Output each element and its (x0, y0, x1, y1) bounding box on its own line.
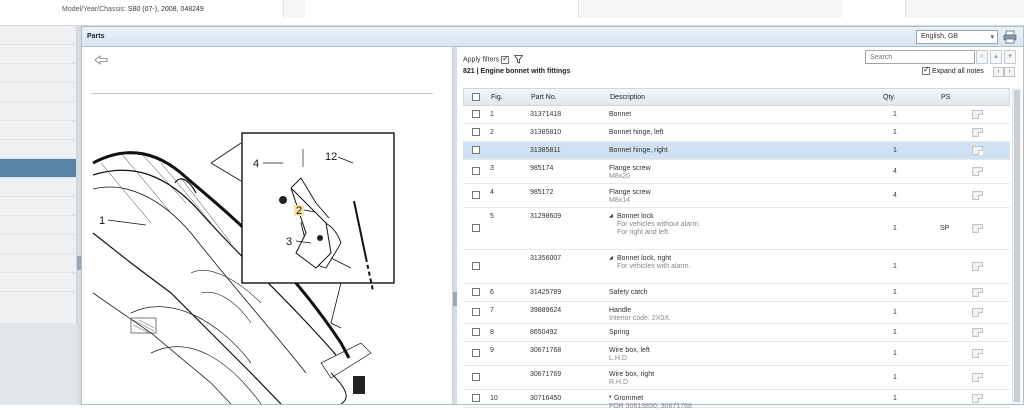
nav-row[interactable] (0, 254, 76, 273)
cell-part-no: 31298609 (530, 213, 562, 220)
col-qty: Qty. (883, 94, 896, 101)
table-body (463, 106, 1010, 408)
note-icon[interactable] (972, 128, 983, 137)
cell-note: For right and left. (617, 229, 670, 236)
nav-row[interactable] (0, 64, 76, 83)
table-row[interactable] (463, 142, 1010, 160)
cell-qty: 1 (893, 111, 897, 118)
header-box (578, 0, 842, 18)
nav-lower-area (0, 323, 77, 405)
table-row[interactable] (463, 124, 1010, 142)
row-checkbox[interactable] (472, 262, 480, 270)
apply-filters-checkbox[interactable] (501, 56, 509, 64)
callout-4[interactable]: 4 (253, 158, 260, 170)
cell-part-no: 31371418 (530, 111, 562, 118)
vertical-scrollbar[interactable] (1012, 88, 1021, 404)
cell-description: Bonnet lock (617, 213, 654, 220)
cell-part-no: 8650492 (530, 329, 558, 336)
cell-description: Wire box, left (609, 347, 650, 354)
cell-fig: 8 (490, 329, 494, 336)
cell-qty: 1 (893, 329, 897, 336)
cell-note: M8x14 (609, 197, 631, 204)
cell-part-no: 31356007 (530, 255, 562, 262)
cell-fig: 3 (490, 165, 494, 172)
cell-qty: 1 (893, 395, 897, 402)
next-arrow-icon[interactable]: › (1004, 67, 1015, 77)
note-icon[interactable] (972, 191, 983, 200)
chevron-down-icon: ▾ (990, 34, 994, 41)
cell-fig: 9 (490, 347, 494, 354)
expand-all-notes[interactable] (922, 67, 984, 75)
cell-fig: 2 (490, 129, 494, 136)
cell-fig: 6 (490, 289, 494, 296)
cell-part-no: 985172 (530, 189, 554, 196)
parts-diagram (91, 93, 433, 404)
row-checkbox[interactable] (472, 394, 480, 402)
panel-title: Parts (87, 33, 105, 40)
expand-notes-checkbox[interactable] (922, 67, 930, 75)
chevron-up-icon[interactable]: ▴ (990, 50, 1002, 64)
parts-panel (81, 26, 1024, 410)
note-icon[interactable] (972, 146, 983, 155)
row-checkbox[interactable] (472, 349, 480, 357)
cell-qty: 4 (893, 168, 897, 175)
note-icon[interactable] (972, 308, 983, 317)
nav-row[interactable] (0, 83, 76, 102)
cell-qty: 1 (893, 374, 897, 381)
cell-qty: 1 (893, 289, 897, 296)
top-bar (0, 0, 1024, 26)
cell-part-no: 39889624 (530, 307, 562, 314)
model-info (62, 6, 204, 13)
cell-part-no: 31385811 (530, 147, 561, 154)
cell-note: Interior code: 2X0X. (609, 315, 671, 322)
cell-fig: 4 (490, 189, 494, 196)
nav-row[interactable] (0, 273, 76, 292)
printer-icon[interactable] (1003, 30, 1017, 44)
cell-description: Flange screw (609, 189, 651, 196)
row-checkbox[interactable] (472, 191, 480, 199)
expand-triangle-icon[interactable]: ◢ (609, 255, 613, 261)
cell-note: For vehicles without alarm. (617, 221, 701, 228)
cell-part-no: 31425789 (530, 289, 562, 296)
nav-row[interactable] (0, 121, 76, 140)
cell-fig: 10 (490, 395, 498, 402)
cell-fig: 5 (490, 213, 494, 220)
table-row[interactable] (463, 250, 1010, 284)
row-checkbox[interactable] (472, 167, 480, 175)
parts-list-pane (457, 47, 1023, 410)
section-title: 821 | Engine bonnet with fittings (463, 68, 571, 75)
cell-description: Grommet (614, 395, 644, 402)
callout-1[interactable]: 1 (99, 215, 106, 227)
cell-description: Flange screw (609, 165, 651, 172)
cell-qty: 1 (893, 147, 897, 154)
search-icon[interactable]: ⌕ (976, 50, 988, 64)
col-part-no: Part No. (531, 94, 557, 101)
language-select[interactable] (916, 30, 998, 44)
cell-part-no: 985174 (530, 165, 554, 172)
header-box (283, 0, 305, 18)
cell-description: Bonnet hinge, left (609, 129, 664, 136)
nav-row[interactable] (0, 216, 76, 235)
table-header (463, 88, 1010, 106)
cell-qty: 4 (893, 192, 897, 199)
row-checkbox[interactable] (472, 110, 480, 118)
search-input[interactable] (865, 50, 975, 64)
note-icon[interactable] (972, 110, 983, 119)
cell-description: Handle (609, 307, 632, 314)
nav-row[interactable] (0, 140, 76, 159)
cell-description: Safety catch (609, 289, 648, 296)
parts-table (463, 88, 1010, 408)
cell-description: Wire box, right (609, 371, 655, 378)
row-checkbox[interactable] (472, 373, 480, 381)
col-description: Description (610, 94, 646, 101)
filter-funnel-icon[interactable] (514, 55, 523, 64)
cell-qty: 1 (893, 225, 897, 232)
cell-qty: 1 (893, 309, 897, 316)
nav-row[interactable] (0, 197, 76, 216)
nav-row[interactable] (0, 178, 76, 197)
apply-filters-label: Apply filters (463, 56, 500, 64)
cell-fig: 1 (490, 111, 494, 118)
table-row[interactable] (463, 390, 1010, 408)
table-row[interactable] (463, 366, 1010, 390)
language-value: English, GB (921, 33, 958, 40)
cell-description: Bonnet lock, right (617, 255, 672, 262)
table-row[interactable] (463, 342, 1010, 366)
cell-part-no: 31385810 (530, 129, 562, 136)
table-row[interactable] (463, 184, 1010, 208)
callout-12[interactable]: 12 (325, 151, 338, 163)
col-fig: Fig. (491, 94, 503, 101)
expand-triangle-icon[interactable]: ◢ (609, 213, 613, 219)
cell-fig: 7 (490, 307, 494, 314)
table-row[interactable] (463, 324, 1010, 342)
row-checkbox[interactable] (472, 308, 480, 316)
cell-note: For vehicles with alarm. (617, 263, 691, 270)
note-icon[interactable] (972, 288, 983, 297)
cell-note: L.H.D (609, 355, 627, 362)
expand-notes-label: Expand all notes (931, 67, 984, 75)
note-icon[interactable] (972, 167, 983, 176)
nav-row[interactable] (0, 102, 76, 121)
table-row[interactable] (463, 106, 1010, 124)
note-icon[interactable] (972, 349, 983, 358)
select-all-checkbox[interactable] (472, 93, 480, 101)
model-label: Model/Year/Chassis: (62, 6, 126, 13)
nav-row-active[interactable] (0, 159, 76, 178)
callout-3[interactable]: 3 (286, 236, 293, 248)
nav-row[interactable] (0, 235, 76, 254)
chevron-down-icon[interactable]: ▾ (1004, 50, 1016, 64)
cell-note: M8x20 (609, 173, 631, 180)
note-nav (993, 67, 1015, 77)
prev-arrow-icon[interactable]: ‹ (993, 67, 1004, 77)
apply-filters[interactable] (463, 55, 523, 64)
cell-qty: 1 (893, 263, 897, 270)
row-checkbox[interactable] (472, 328, 480, 336)
row-checkbox[interactable] (472, 288, 480, 296)
note-icon[interactable] (972, 328, 983, 337)
cell-description: Spring (609, 329, 630, 336)
diagram-pane (82, 47, 453, 404)
back-arrow-icon[interactable] (94, 55, 108, 65)
left-nav (0, 26, 77, 405)
table-row[interactable] (463, 284, 1010, 302)
cell-ps: SP (940, 225, 950, 232)
row-checkbox[interactable] (472, 146, 480, 154)
row-checkbox[interactable] (472, 224, 480, 232)
table-row[interactable] (463, 208, 1010, 250)
row-checkbox[interactable] (472, 128, 480, 136)
header-box (905, 0, 1024, 18)
cell-part-no: 30671769 (530, 371, 562, 378)
note-icon[interactable] (972, 262, 983, 271)
nav-row[interactable] (0, 26, 76, 45)
cell-note: FOR 30613850, 30671768 (609, 403, 692, 410)
cell-qty: 1 (893, 350, 897, 357)
cell-note: R.H.D (609, 379, 629, 386)
panel-header (82, 27, 1023, 47)
nav-row[interactable] (0, 45, 76, 64)
table-row[interactable] (463, 302, 1010, 324)
table-row[interactable] (463, 160, 1010, 184)
cell-part-no: 30716450 (530, 395, 562, 402)
note-icon[interactable] (972, 394, 983, 403)
scrollbar-thumb[interactable] (1014, 90, 1020, 402)
cell-part-no: 30671768 (530, 347, 562, 354)
model-value: S80 (07-), 2008, 048249 (127, 6, 204, 13)
note-icon[interactable] (972, 224, 983, 233)
cell-qty: 1 (893, 129, 897, 136)
filter-bar (457, 47, 1023, 87)
bullet-icon: • (609, 394, 612, 401)
col-ps: PS (941, 94, 951, 101)
callout-2[interactable]: 2 (296, 205, 303, 217)
cell-description: Bonnet hinge, right (609, 147, 668, 154)
cell-description: Bonnet (609, 111, 632, 118)
note-icon[interactable] (972, 373, 983, 382)
